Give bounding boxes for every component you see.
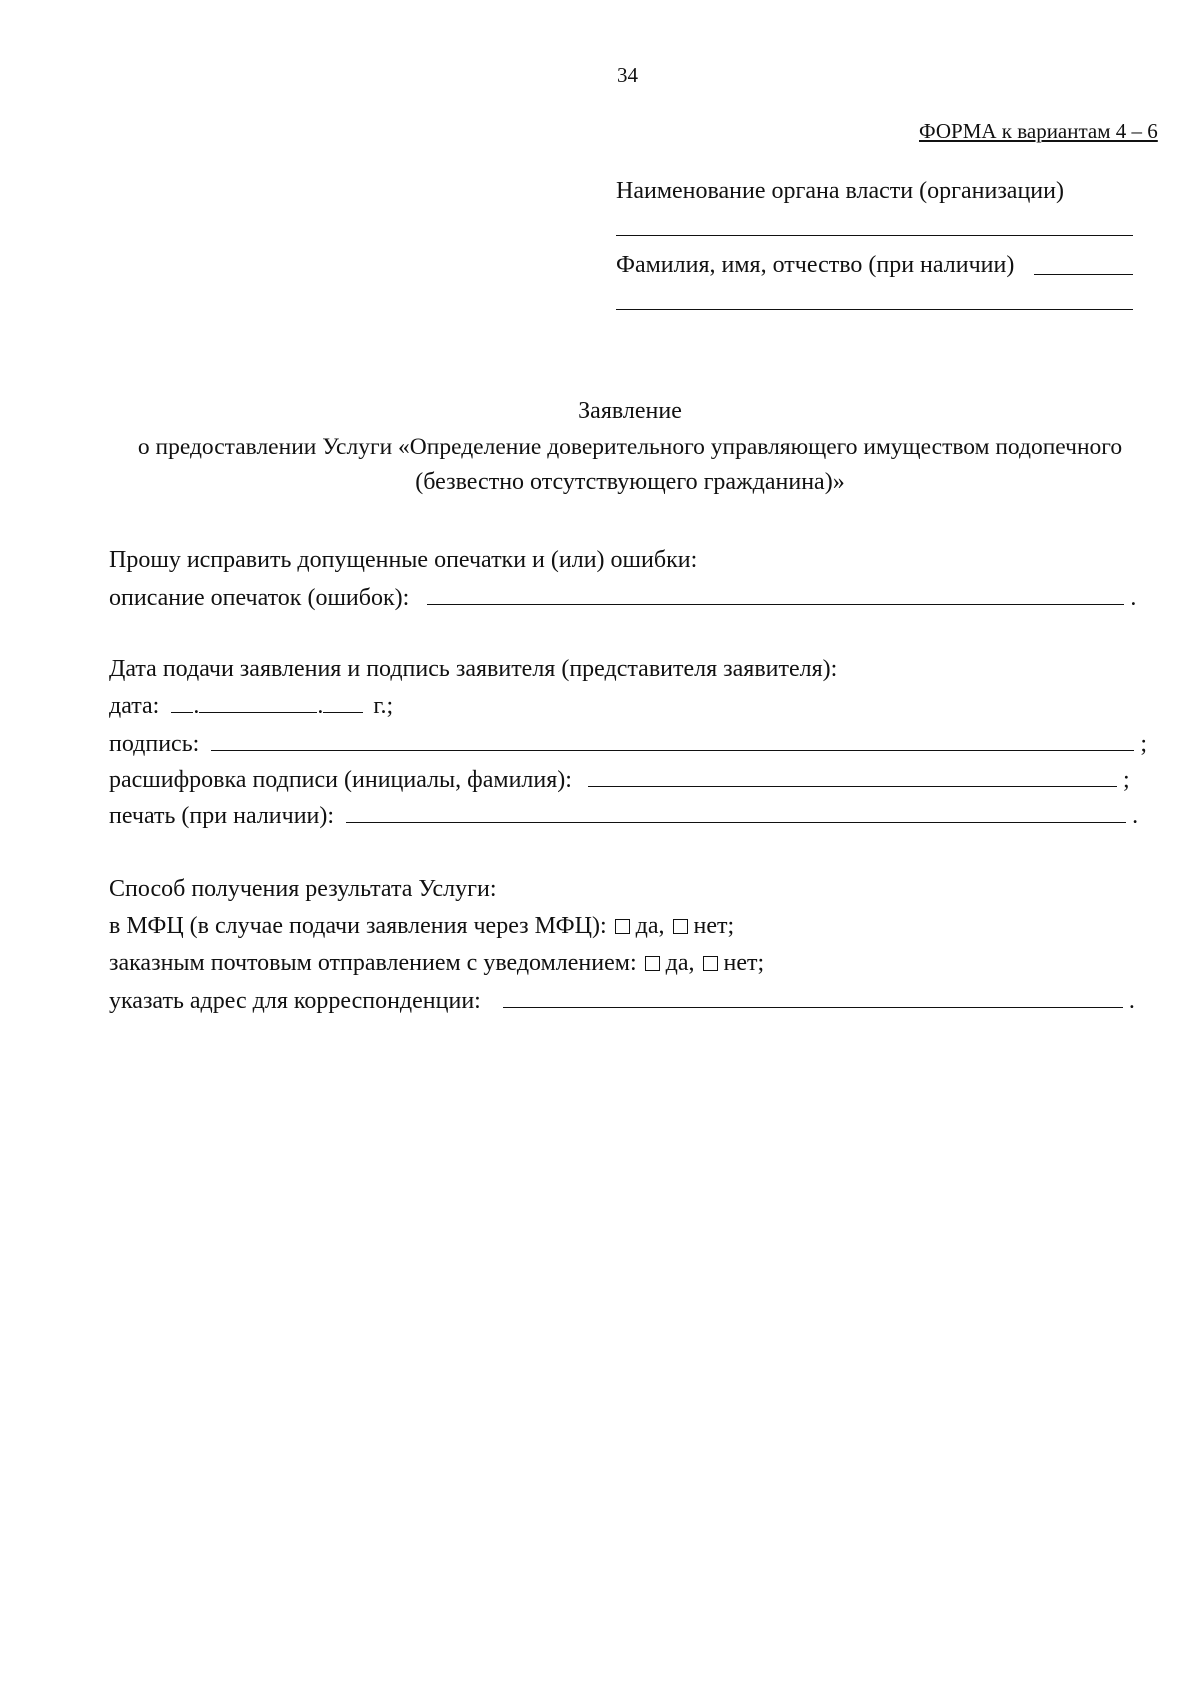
- result-mfc-row: [109, 911, 734, 941]
- page-number: 34: [617, 63, 638, 87]
- submission-heading: Дата подачи заявления и подпись заявителя (представителя заявителя):: [109, 656, 838, 682]
- signature-label: подпись:: [109, 731, 200, 757]
- signature-row: [109, 728, 1200, 759]
- authority-name-line[interactable]: [616, 235, 1133, 236]
- date-month-field[interactable]: [199, 692, 317, 713]
- stamp-row: [109, 800, 1200, 831]
- mail-yes-label: да,: [665, 950, 695, 976]
- stamp-label: печать (при наличии):: [109, 803, 335, 829]
- result-mail-row: [109, 948, 764, 978]
- date-separator-1: .: [193, 693, 200, 719]
- signature-end: ;: [1140, 731, 1147, 757]
- corrections-description-end: .: [1130, 585, 1137, 611]
- signature-decoding-row: [109, 764, 1200, 795]
- mfc-no-checkbox[interactable]: [673, 919, 688, 934]
- mail-no-checkbox[interactable]: [703, 956, 718, 971]
- mfc-no-label: нет;: [693, 913, 735, 939]
- date-row: [109, 691, 393, 721]
- date-label: дата:: [109, 693, 160, 719]
- result-heading: Способ получения результата Услуги:: [109, 876, 497, 902]
- signature-field[interactable]: [211, 728, 1134, 751]
- authority-name-label: Наименование органа власти (организации): [616, 178, 1064, 204]
- applicant-name-label: Фамилия, имя, отчество (при наличии): [616, 252, 1015, 278]
- date-suffix: г.;: [373, 693, 394, 719]
- signature-decoding-field[interactable]: [588, 764, 1117, 787]
- address-row: [109, 985, 1200, 1016]
- document-subtitle-continued: (безвестно отсутствующего гражданина)»: [415, 469, 845, 495]
- mfc-yes-checkbox[interactable]: [615, 919, 630, 934]
- date-day-field[interactable]: [171, 692, 193, 713]
- applicant-name-line[interactable]: [616, 309, 1133, 310]
- date-year-field[interactable]: [323, 692, 363, 713]
- applicant-name-line-short[interactable]: [1034, 274, 1133, 275]
- document-title: Заявление: [578, 398, 682, 424]
- date-separator-2: .: [317, 693, 324, 719]
- address-end: .: [1128, 988, 1135, 1014]
- form-reference: ФОРМА к вариантам 4 – 6: [919, 119, 1158, 143]
- signature-decoding-end: ;: [1122, 767, 1130, 793]
- stamp-field[interactable]: [346, 800, 1126, 823]
- corrections-description-row: [109, 582, 1200, 613]
- address-label: указать адрес для корреспонденции:: [109, 988, 481, 1014]
- signature-decoding-label: расшифровка подписи (инициалы, фамилия):: [109, 767, 572, 793]
- address-field[interactable]: [503, 985, 1123, 1008]
- stamp-end: .: [1132, 803, 1139, 829]
- corrections-description-label: описание опечаток (ошибок):: [109, 585, 410, 611]
- mail-yes-checkbox[interactable]: [645, 956, 660, 971]
- mfc-yes-label: да,: [635, 913, 665, 939]
- result-mail-label: заказным почтовым отправлением с уведомлением:: [109, 950, 637, 976]
- corrections-request: Прошу исправить допущенные опечатки и (или) ошибки:: [109, 547, 698, 573]
- document-subtitle: о предоставлении Услуги «Определение доверительного управляющего имуществом подопечного: [137, 434, 1123, 460]
- result-mfc-label: в МФЦ (в случае подачи заявления через МФЦ):: [109, 913, 607, 939]
- corrections-description-field[interactable]: [427, 582, 1124, 605]
- mail-no-label: нет;: [723, 950, 765, 976]
